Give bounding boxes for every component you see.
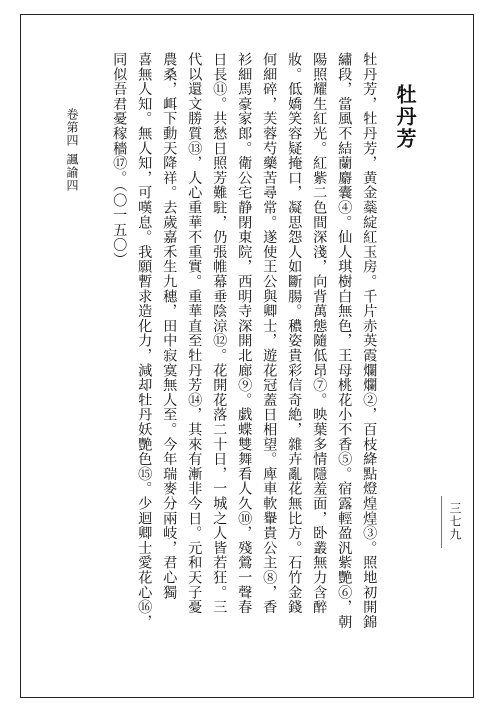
body-column-1: 牡丹芳，牡丹芳，黄金蘂綻紅玉房。千片赤英霞爛爛②，百枝絳點燈煌煌③。照地初開錦 — [361, 52, 378, 630]
running-head — [64, 108, 81, 192]
body-column-7: 日長⑪。共愁日照芳難駐，仍張帷幕垂陰涼⑫。花開花落二十日，一城之人皆若狂。三 — [211, 52, 228, 615]
body-column-3: 陽照耀生紅光。紅紫二色間深淺，向背萬態隨低昂⑦。映葉多情隱羞面，卧叢無力含醉 — [311, 52, 328, 615]
body-column-9: 農桑，衈下動天降祥。去歲嘉禾生九穗，田中寂寞無人至。今年瑞麥分兩岐，君心獨 — [161, 52, 178, 600]
body-column-2: 繡段，當風不結蘭麝囊④。仙人琪樹白無色，王母桃花小不香⑤。宿露輕盈汎紫艷⑥，朝 — [336, 52, 353, 630]
body-column-10: 喜無人知。無人知，可嘆息。我願暫求造化力，減却牡丹妖艷色⑮。少迴卿士愛花心⑯， — [136, 52, 153, 630]
body-column-5: 何細碎，芙蓉芍藥苦尋常。遂使王公與卿士，遊花冠蓋日相望。庳車軟轝貴公主⑧，香 — [261, 52, 278, 615]
page-number-rule — [441, 496, 442, 548]
poem-title: 牡丹芳 — [393, 84, 417, 150]
page-number: 三七九 — [448, 502, 462, 541]
body-column-11: 同似吾君憂稼穡⑰。（〇一五〇） — [111, 52, 128, 267]
body-column-8: 代以還文勝質⑬，人心重華不重實。重華直至牡丹芳⑭，其來有漸非今日。元和天子憂 — [186, 52, 203, 615]
running-head-volume: 卷第四 — [65, 108, 79, 147]
running-head-section: 諷諭四 — [65, 153, 79, 192]
body-column-6: 衫細馬豪家郎。衛公宅静閉東院，西明寺深開北廊⑨。戯蝶雙舞看人久⑩，殘鶯一聲春 — [236, 52, 253, 615]
body-column-4: 妝。低嬌笑容疑掩口，凝思怨人如斷腸。穠姿貴彩信奇絶，雜卉亂花無比方。石竹金錢 — [286, 52, 303, 615]
